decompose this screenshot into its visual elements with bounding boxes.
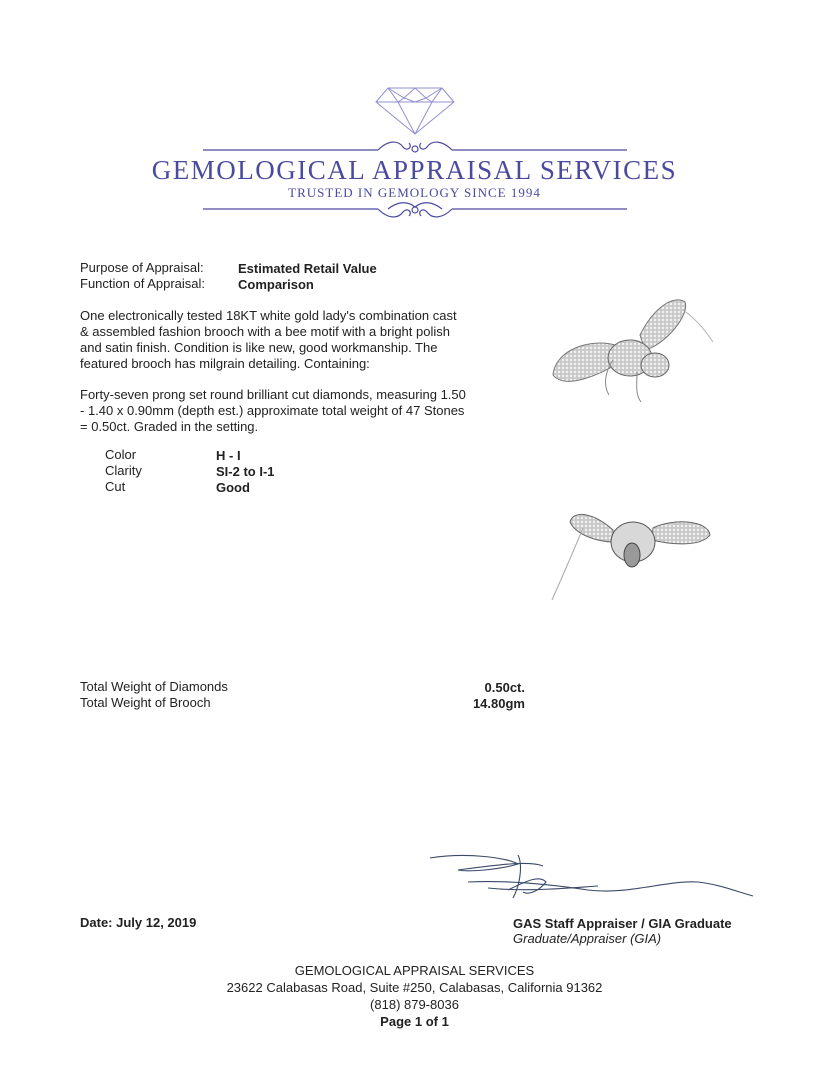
description-line: and satin finish. Condition is like new, good workmanship. The: [80, 340, 438, 355]
footer-address: 23622 Calabasas Road, Suite #250, Calabasas, California 91362: [226, 980, 603, 995]
diamond-line: - 1.40 x 0.90mm (depth est.) approximate total weight of 47 Stones: [80, 403, 465, 418]
description-line: One electronically tested 18KT white gold lady's combination cast: [80, 308, 457, 323]
total-diamonds-value: 0.50ct.: [484, 680, 525, 695]
footer-phone: (818) 879-8036: [370, 997, 459, 1012]
purpose-label: Purpose of Appraisal:: [80, 260, 204, 275]
function-value: Comparison: [238, 277, 314, 292]
top-ornament-rule: [203, 135, 627, 155]
description-line: featured brooch has milgrain detailing. Containing:: [80, 356, 370, 371]
diamond-description: [80, 387, 500, 435]
grade-value-color: H - I: [216, 448, 241, 463]
footer-company: GEMOLOGICAL APPRAISAL SERVICES: [294, 963, 535, 978]
appraiser-signature: [428, 850, 758, 910]
purpose-value: Estimated Retail Value: [238, 261, 377, 276]
diamond-line: Forty-seven prong set round brilliant cut diamonds, measuring 1.50: [80, 387, 466, 402]
grade-label-cut: Cut: [105, 479, 126, 494]
item-description: [80, 308, 500, 372]
bee-brooch-photo-back: [548, 500, 718, 605]
bee-brooch-photo-top: [545, 290, 720, 405]
grade-label-clarity: Clarity: [105, 463, 142, 478]
grade-value-cut: Good: [216, 480, 250, 495]
appraiser-title: GAS Staff Appraiser / GIA Graduate: [513, 916, 732, 931]
total-brooch-value: 14.80gm: [472, 696, 525, 711]
diamond-logo-icon: [374, 86, 456, 136]
appraiser-subtitle: Graduate/Appraiser (GIA): [513, 931, 662, 946]
description-line: & assembled fashion brooch with a bee motif with a bright polish: [80, 324, 450, 339]
diamond-line: = 0.50ct. Graded in the setting.: [80, 419, 259, 434]
bottom-ornament-rule: [203, 197, 627, 221]
company-tagline: TRUSTED IN GEMOLOGY SINCE 1994: [288, 185, 541, 200]
total-brooch-label: Total Weight of Brooch: [80, 695, 211, 710]
grade-value-clarity: SI-2 to I-1: [216, 464, 275, 479]
grade-label-color: Color: [105, 447, 137, 462]
company-name: GEMOLOGICAL APPRAISAL SERVICES: [151, 155, 678, 185]
function-label: Function of Appraisal:: [80, 276, 206, 291]
appraisal-date: Date: July 12, 2019: [80, 915, 197, 930]
total-diamonds-label: Total Weight of Diamonds: [80, 679, 228, 694]
page-number: Page 1 of 1: [380, 1014, 449, 1029]
